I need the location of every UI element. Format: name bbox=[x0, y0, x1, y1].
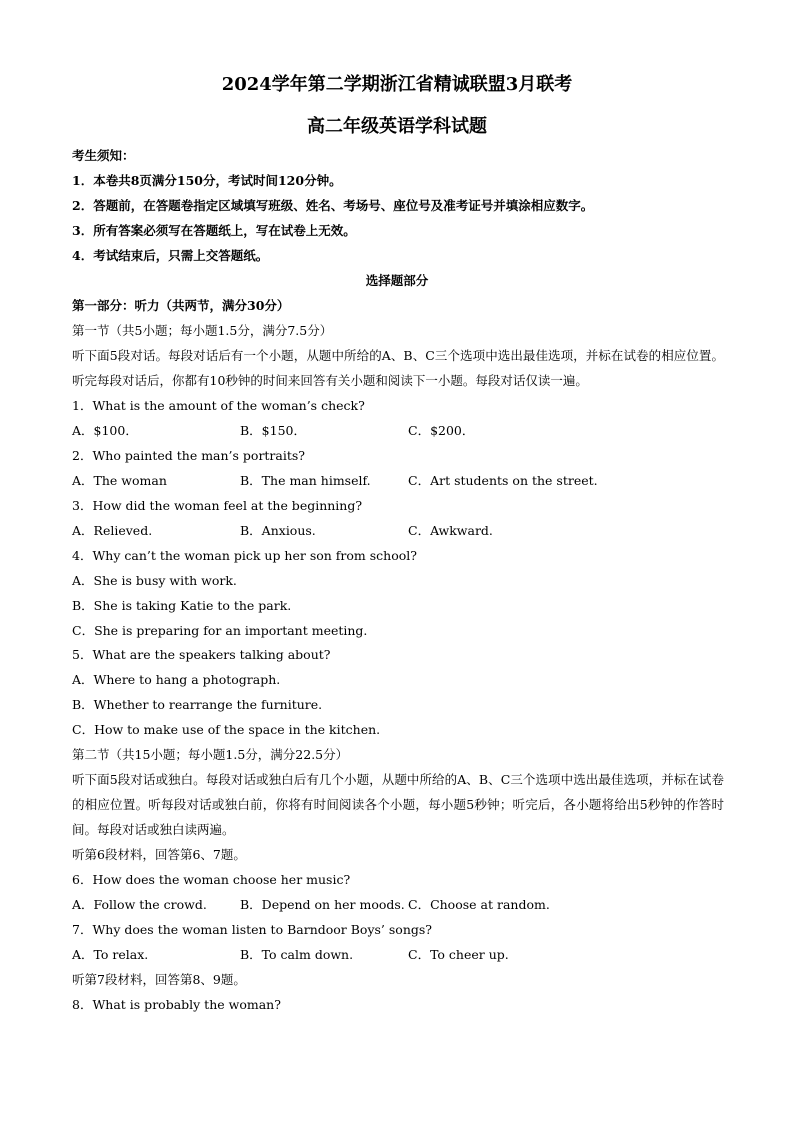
option-a: A．Where to hang a photograph. bbox=[72, 672, 281, 687]
question-stem: 1．What is the amount of the woman’s check? bbox=[72, 398, 365, 413]
question-stem: 7．Why does the woman listen to Barndoor Boys’ songs? bbox=[72, 922, 432, 937]
option-a: A．$100． bbox=[72, 423, 138, 438]
option-c: C．Awkward. bbox=[408, 523, 493, 538]
option-c: C．To cheer up. bbox=[408, 947, 509, 962]
option-b: B．She is taking Katie to the park. bbox=[72, 598, 292, 613]
question-stem: 6．How does the woman choose her music? bbox=[72, 872, 351, 887]
option-b: B．Anxious. bbox=[240, 523, 316, 538]
exam-subtitle: 高二年级英语学科试题 bbox=[307, 116, 487, 137]
question-stem: 8．What is probably the woman? bbox=[72, 997, 281, 1012]
section-title: 选择题部分 bbox=[365, 273, 429, 288]
section1-title: 第一节（共5小题；每小题1.5分，满分7.5分） bbox=[72, 323, 333, 338]
notice-heading: 考生须知： bbox=[72, 148, 135, 163]
option-a: A．She is busy with work. bbox=[72, 573, 237, 588]
option-c: C．Choose at random. bbox=[408, 897, 550, 912]
option-c: C．How to make use of the space in the kitchen. bbox=[72, 722, 381, 737]
part1-title: 第一部分：听力（共两节，满分30分） bbox=[72, 298, 290, 313]
notice-item: 2．答题前，在答题卷指定区域填写班级、姓名、考场号、座位号及准考证号并填涂相应数字。 bbox=[72, 198, 594, 213]
material-7-label: 听第7段材料，回答第8、9题。 bbox=[72, 972, 246, 987]
option-b: B．The man himself. bbox=[240, 473, 371, 488]
question-stem: 4．Why can’t the woman pick up her son from school? bbox=[72, 548, 417, 563]
option-a: A．The woman bbox=[72, 473, 167, 488]
notice-item: 4．考试结束后，只需上交答题纸。 bbox=[72, 248, 269, 263]
question-stem: 3．How did the woman feel at the beginning? bbox=[72, 498, 363, 513]
option-c: C．She is preparing for an important meeting. bbox=[72, 623, 368, 638]
option-b: B．Depend on her moods. bbox=[240, 897, 405, 912]
option-c: C．Art students on the street. bbox=[408, 473, 598, 488]
exam-title: 2024学年第二学期浙江省精诚联盟3月联考 bbox=[221, 74, 573, 95]
option-a: A．Relieved. bbox=[72, 523, 153, 538]
option-b: B．Whether to rearrange the furniture. bbox=[72, 697, 323, 712]
option-b: B．To calm down. bbox=[240, 947, 354, 962]
section2-instructions: 听下面5段对话或独白。每段对话或独白后有几个小题，从题中所给的A、B、C三个选项中选出最佳选项，并标在试卷的相应位置。听每段对话或独白前，你将有时间阅读各个小题，每小题5秒钟；听完后，各小题将给出5秒钟的作答时间。每段对话或独白读两遍。 bbox=[72, 772, 724, 837]
section1-instructions: 听下面5段对话。每段对话后有一个小题，从题中所给的A、B、C三个选项中选出最佳选项，并标在试卷的相应位置。听完每段对话后，你都有10秒钟的时间来回答有关小题和阅读下一小题。每段对话仅读一遍。 bbox=[72, 348, 724, 388]
notice-item: 1．本卷共8页满分150分，考试时间120分钟。 bbox=[72, 173, 342, 188]
option-a: A．Follow the crowd. bbox=[72, 897, 207, 912]
question-stem: 5．What are the speakers talking about? bbox=[72, 647, 331, 662]
material-6-label: 听第6段材料，回答第6、7题。 bbox=[72, 847, 246, 862]
notice-item: 3．所有答案必须写在答题纸上，写在试卷上无效。 bbox=[72, 223, 356, 238]
option-b: B．$150． bbox=[240, 423, 306, 438]
option-a: A．To relax. bbox=[72, 947, 149, 962]
section2-title: 第二节（共15小题；每小题1.5分，满分22.5分） bbox=[72, 747, 349, 762]
question-stem: 2．Who painted the man’s portraits? bbox=[72, 448, 306, 463]
option-c: C．$200． bbox=[408, 423, 475, 438]
